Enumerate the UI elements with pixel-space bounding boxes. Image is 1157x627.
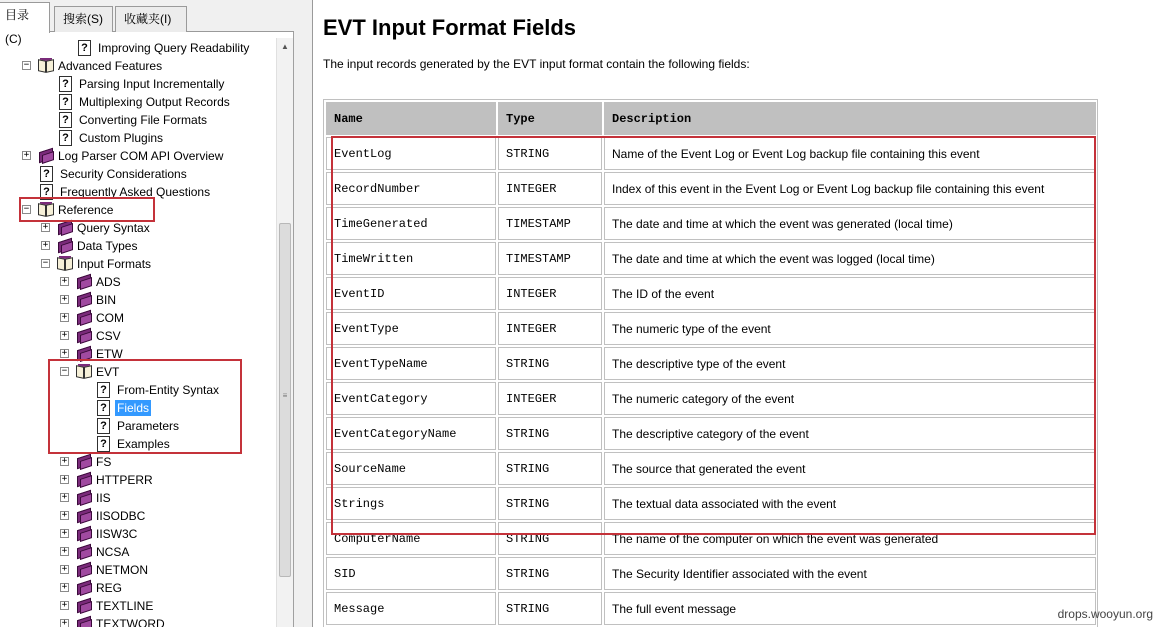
field-description-cell: The textual data associated with the event (604, 487, 1096, 520)
field-description-cell: Index of this event in the Event Log or Event Log backup file containing this event (604, 172, 1096, 205)
field-type-cell: INTEGER (498, 277, 602, 310)
field-type-cell: STRING (498, 522, 602, 555)
field-name-cell: SourceName (326, 452, 496, 485)
tree-item[interactable] (0, 129, 276, 147)
field-description-cell: The source that generated the event (604, 452, 1096, 485)
tree-item[interactable] (0, 273, 276, 291)
navigation-pane (0, 0, 294, 627)
table-row (325, 556, 1096, 591)
field-type-cell: STRING (498, 452, 602, 485)
tree-item-label: REG (96, 581, 123, 595)
tree-item-label: Custom Plugins (79, 131, 164, 145)
closed-book-icon (76, 527, 93, 541)
help-page-icon: ? (97, 400, 110, 416)
tree-item[interactable] (0, 237, 276, 255)
expand-icon[interactable]: + (61, 600, 68, 610)
page-title: EVT Input Format Fields (323, 15, 577, 40)
closed-book-icon (76, 293, 93, 307)
nav-tab-bar (0, 0, 294, 46)
field-description-cell: The name of the computer on which the event was generated (604, 522, 1096, 555)
closed-book-icon (76, 581, 93, 595)
tree-item-label: Security Considerations (60, 167, 187, 181)
field-type-cell: INTEGER (498, 382, 602, 415)
tree-item-label: Improving Query Readability (98, 41, 250, 55)
field-description-cell: The numeric category of the event (604, 382, 1096, 415)
tree-item-label: NETMON (96, 563, 148, 577)
tree-item-label: Parsing Input Incrementally (79, 77, 225, 91)
tree-item-label: EVT (96, 365, 120, 379)
tree-item-label: Data Types (77, 239, 138, 253)
tree-item-label: Input Formats (77, 257, 152, 271)
expand-icon[interactable]: + (61, 294, 68, 304)
tree-item-label: Log Parser COM API Overview (58, 149, 224, 163)
tree-item[interactable] (0, 291, 276, 309)
pane-splitter[interactable] (294, 0, 313, 627)
expand-icon[interactable]: + (61, 276, 68, 286)
tree-scrollbar[interactable] (276, 38, 293, 627)
tree-item-label: COM (96, 311, 124, 325)
help-page-icon: ? (59, 130, 72, 146)
field-description-cell: The date and time at which the event was generated (local time) (604, 207, 1096, 240)
tree-item-label: IIS (96, 491, 111, 505)
expand-icon[interactable]: + (61, 348, 68, 358)
table-row (325, 591, 1096, 626)
tree-item[interactable] (0, 57, 276, 75)
help-page-icon: ? (97, 382, 110, 398)
expand-icon[interactable]: + (61, 528, 68, 538)
field-name-cell: Strings (326, 487, 496, 520)
expand-icon[interactable]: + (61, 312, 68, 322)
closed-book-icon (76, 455, 93, 469)
tree-item-label: TEXTLINE (96, 599, 154, 613)
expand-icon[interactable]: + (61, 618, 68, 627)
help-page-icon: ? (59, 76, 72, 92)
tab-contents[interactable]: 目录(C) (0, 2, 50, 33)
tree-item-label: From-Entity Syntax (117, 383, 220, 397)
field-description-cell: The Security Identifier associated with the event (604, 557, 1096, 590)
tree-item[interactable] (0, 75, 276, 93)
closed-book-icon (76, 329, 93, 343)
field-type-cell: STRING (498, 557, 602, 590)
closed-book-icon (76, 563, 93, 577)
closed-book-icon (76, 275, 93, 289)
tree-item-label: HTTPERR (96, 473, 153, 487)
field-type-cell: STRING (498, 592, 602, 625)
help-page-icon: ? (59, 112, 72, 128)
field-type-cell: STRING (498, 137, 602, 170)
help-page-icon: ? (40, 184, 53, 200)
tree-item-label: Multiplexing Output Records (79, 95, 230, 109)
annotation-box-fields (331, 136, 1096, 535)
closed-book-icon (76, 509, 93, 523)
closed-book-icon (57, 239, 74, 253)
field-name-cell: EventLog (326, 137, 496, 170)
tree-item-label: ETW (96, 347, 123, 361)
expand-icon[interactable]: + (61, 492, 68, 502)
tree-item-label: NCSA (96, 545, 130, 559)
tree-item[interactable] (0, 561, 276, 579)
tree-item-label: IISW3C (96, 527, 138, 541)
field-name-cell: EventType (326, 312, 496, 345)
tree-item[interactable] (0, 525, 276, 543)
collapse-icon[interactable]: − (61, 366, 68, 376)
tree-item-label: IISODBC (96, 509, 146, 523)
collapse-icon[interactable]: − (23, 60, 30, 70)
field-type-cell: STRING (498, 487, 602, 520)
field-name-cell: SID (326, 557, 496, 590)
help-page-icon: ? (40, 166, 53, 182)
tab-favorites[interactable]: 收藏夹(I) (115, 6, 187, 32)
annotation-box-reference (19, 197, 155, 222)
tree-item[interactable] (0, 165, 276, 183)
expand-icon[interactable]: + (61, 546, 68, 556)
field-name-cell: Message (326, 592, 496, 625)
closed-book-icon (38, 149, 55, 163)
collapse-icon[interactable]: − (42, 258, 49, 268)
tree-item[interactable] (0, 453, 276, 471)
expand-icon[interactable]: + (23, 150, 30, 160)
open-book-icon (38, 58, 55, 74)
field-description-cell: The date and time at which the event was logged (local time) (604, 242, 1096, 275)
closed-book-icon (76, 599, 93, 613)
field-type-cell: TIMESTAMP (498, 207, 602, 240)
tree-item[interactable] (0, 597, 276, 615)
field-name-cell: EventID (326, 277, 496, 310)
closed-book-icon (57, 221, 74, 235)
closed-book-icon (76, 311, 93, 325)
expand-icon[interactable]: + (61, 510, 68, 520)
tree-item[interactable] (0, 471, 276, 489)
column-header-name: Name (326, 102, 496, 135)
help-page-icon: ? (59, 94, 72, 110)
field-type-cell: TIMESTAMP (498, 242, 602, 275)
intro-text: The input records generated by the EVT input format contain the following fields: (323, 57, 750, 71)
tree-item[interactable] (0, 489, 276, 507)
tree-item-label: Converting File Formats (79, 113, 208, 127)
tree-item[interactable] (0, 543, 276, 561)
expand-icon[interactable]: + (61, 456, 68, 466)
open-book-icon (57, 256, 74, 272)
expand-icon[interactable]: + (61, 564, 68, 574)
tree-item-label: Fields (117, 401, 150, 415)
field-name-cell: TimeWritten (326, 242, 496, 275)
help-page-icon: ? (97, 418, 110, 434)
scroll-thumb[interactable] (279, 223, 291, 577)
tree-item[interactable] (0, 579, 276, 597)
closed-book-icon (76, 491, 93, 505)
tree-item[interactable] (0, 255, 276, 273)
scroll-up-arrow-icon[interactable]: ▲ (281, 42, 289, 51)
tab-search[interactable]: 搜索(S) (54, 6, 113, 32)
field-description-cell: The full event message (604, 592, 1096, 625)
help-page-icon: ? (97, 436, 110, 452)
contents-tree (0, 38, 276, 627)
tree-item-label: ADS (96, 275, 121, 289)
help-page-icon: ? (78, 40, 91, 56)
field-name-cell: EventTypeName (326, 347, 496, 380)
closed-book-icon (76, 545, 93, 559)
tree-item-label: CSV (96, 329, 121, 343)
tree-item-label: Reference (58, 203, 114, 217)
tree-item-label: Parameters (117, 419, 180, 433)
tree-item-label: Query Syntax (77, 221, 150, 235)
field-name-cell: EventCategoryName (326, 417, 496, 450)
column-header-description: Description (604, 102, 1096, 135)
tree-item[interactable] (0, 93, 276, 111)
field-name-cell: TimeGenerated (326, 207, 496, 240)
field-type-cell: STRING (498, 417, 602, 450)
tree-item-label: Frequently Asked Questions (60, 185, 211, 199)
tree-item-label: Advanced Features (58, 59, 163, 73)
field-description-cell: The numeric type of the event (604, 312, 1096, 345)
collapse-icon[interactable]: − (23, 204, 30, 214)
tree-item[interactable] (0, 39, 276, 57)
field-description-cell: The descriptive type of the event (604, 347, 1096, 380)
field-description-cell: The descriptive category of the event (604, 417, 1096, 450)
expand-icon[interactable]: + (61, 582, 68, 592)
tree-item[interactable] (0, 615, 276, 627)
column-header-type: Type (498, 102, 602, 135)
tree-item[interactable] (0, 147, 276, 165)
field-name-cell: RecordNumber (326, 172, 496, 205)
expand-icon[interactable]: + (61, 330, 68, 340)
grip-icon: ≡ (282, 391, 288, 400)
expand-icon[interactable]: + (42, 240, 49, 250)
tree-item[interactable] (0, 309, 276, 327)
table-header-row (325, 101, 1096, 136)
field-type-cell: INTEGER (498, 312, 602, 345)
tree-item[interactable] (0, 507, 276, 525)
closed-book-icon (76, 617, 93, 627)
field-description-cell: Name of the Event Log or Event Log backup file containing this event (604, 137, 1096, 170)
closed-book-icon (76, 473, 93, 487)
expand-icon[interactable]: + (61, 474, 68, 484)
tree-item-label: Examples (117, 437, 170, 451)
tree-item-label: BIN (96, 293, 117, 307)
field-type-cell: INTEGER (498, 172, 602, 205)
field-name-cell: ComputerName (326, 522, 496, 555)
annotation-box-evt (48, 359, 242, 454)
watermark: drops.wooyun.org (1057, 607, 1153, 621)
tree-item-label: FS (96, 455, 112, 469)
tree-item[interactable] (0, 111, 276, 129)
expand-icon[interactable]: + (42, 222, 49, 232)
tree-item[interactable] (0, 327, 276, 345)
field-description-cell: The ID of the event (604, 277, 1096, 310)
tree-item-label: TEXTWORD (96, 617, 165, 627)
field-type-cell: STRING (498, 347, 602, 380)
field-name-cell: EventCategory (326, 382, 496, 415)
